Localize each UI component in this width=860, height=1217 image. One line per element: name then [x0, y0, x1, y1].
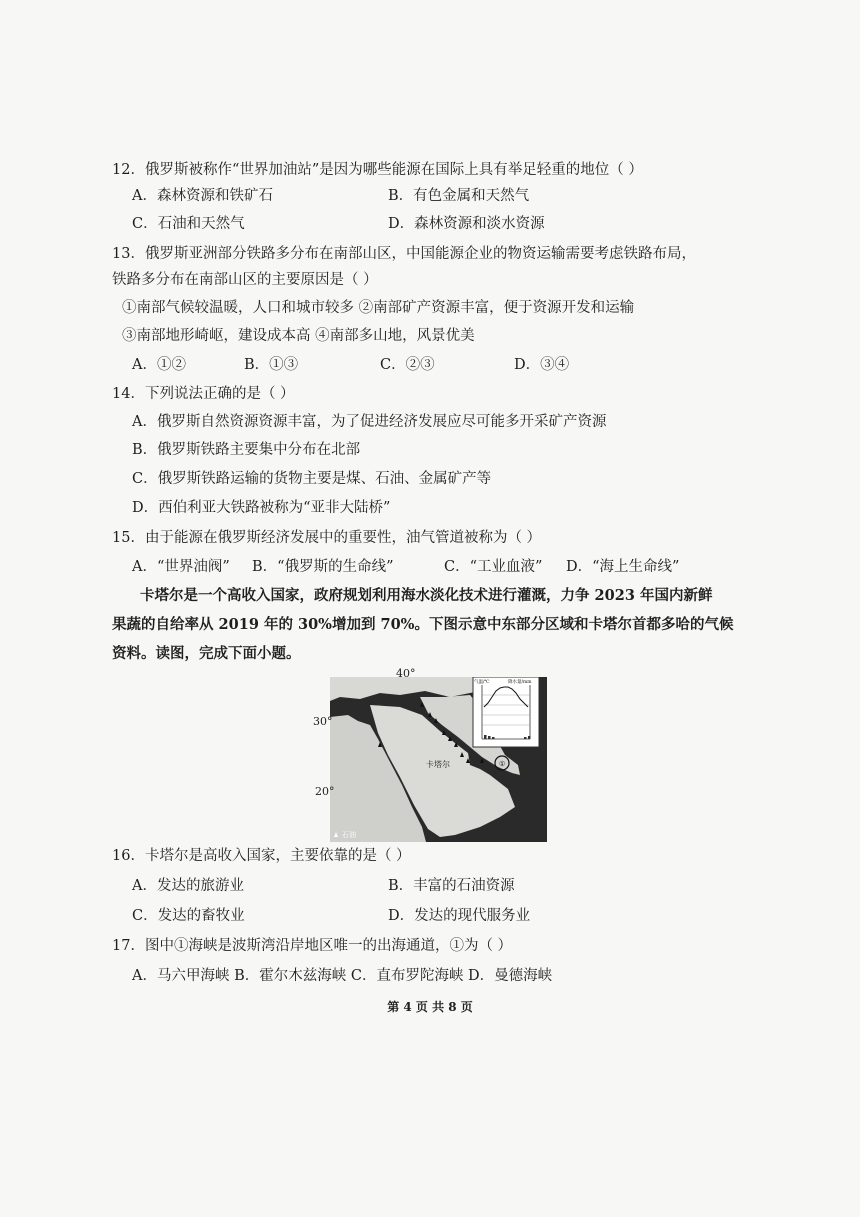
climate-temp-label: 气温/℃ — [474, 680, 490, 685]
q16-option-b: B．丰富的石油资源 — [388, 878, 515, 894]
q12-option-b: B．有色金属和天然气 — [388, 188, 530, 204]
q14-option-a: A．俄罗斯自然资源资源丰富，为了促进经济发展应尽可能多开采矿产资源 — [132, 414, 607, 430]
q13-option-b: B．①③ — [244, 357, 299, 373]
q13-option-a: A．①② — [132, 357, 186, 373]
passage-line3: 资料。读图，完成下面小题。 — [112, 645, 301, 662]
q17-options: A．马六甲海峡 B．霍尔木兹海峡 C．直布罗陀海峡 D．曼德海峡 — [132, 968, 553, 984]
q14-option-c: C．俄罗斯铁路运输的货物主要是煤、石油、金属矿产等 — [132, 471, 492, 487]
q14-option-d: D．西伯利亚大铁路被称为“亚非大陆桥” — [132, 500, 391, 516]
strait-marker: ① — [499, 760, 506, 768]
page-footer: 第 4 页 共 8 页 — [387, 1000, 473, 1014]
q15-stem: 15．由于能源在俄罗斯经济发展中的重要性，油气管道被称为（ ） — [112, 530, 542, 546]
q12-option-d: D．森林资源和淡水资源 — [388, 216, 545, 232]
q14-stem: 14．下列说法正确的是（ ） — [112, 386, 295, 402]
q15-option-d: D．“海上生命线” — [566, 559, 680, 575]
q13-statements-1: ①南部气候较温暖，人口和城市较多 ②南部矿产资源丰富，便于资源开发和运输 — [122, 300, 635, 316]
q13-stem-line2: 铁路多分布在南部山区的主要原因是（ ） — [112, 272, 378, 288]
q16-stem: 16．卡塔尔是高收入国家，主要依靠的是（ ） — [112, 848, 411, 864]
passage-line2: 果蔬的自给率从 2019 年的 30%增加到 70%。下图示意中东部分区域和卡塔尔首都多哈的气候 — [112, 616, 734, 633]
q13-option-d: D．③④ — [514, 357, 570, 373]
map-latitude-30-label: 30° — [313, 715, 333, 728]
q15-option-b: B．“俄罗斯的生命线” — [252, 559, 394, 575]
q16-option-c: C．发达的畜牧业 — [132, 908, 245, 924]
legend-oil-label: 石油 — [342, 831, 356, 839]
passage-line1: 卡塔尔是一个高收入国家，政府规划利用海水淡化技术进行灌溉，力争 2023 年国内新鲜 — [140, 587, 713, 604]
q17-stem: 17．图中①海峡是波斯湾沿岸地区唯一的出海通道，①为（ ） — [112, 938, 513, 954]
q16-option-a: A．发达的旅游业 — [132, 878, 244, 894]
q13-statements-2: ③南部地形崎岖，建设成本高 ④南部多山地，风景优美 — [122, 328, 475, 344]
q16-option-d: D．发达的现代服务业 — [388, 908, 531, 924]
map-latitude-20-label: 20° — [315, 785, 335, 798]
q12-option-a: A．森林资源和铁矿石 — [132, 188, 273, 204]
climate-precip-label: 降水量/mm — [508, 680, 532, 685]
qatar-label: 卡塔尔 — [426, 760, 450, 769]
q15-option-a: A．“世界油阀” — [132, 559, 230, 575]
q12-stem: 12．俄罗斯被称作“世界加油站”是因为哪些能源在国际上具有举足轻重的地位（ ） — [112, 162, 643, 178]
q13-option-c: C．②③ — [380, 357, 435, 373]
map-longitude-40-label: 40° — [396, 667, 416, 680]
middle-east-map — [330, 677, 547, 842]
q12-option-c: C．石油和天然气 — [132, 216, 245, 232]
q15-option-c: C．“工业血液” — [444, 559, 543, 575]
q13-stem-line1: 13．俄罗斯亚洲部分铁路多分布在南部山区，中国能源企业的物资运输需要考虑铁路布局， — [112, 246, 696, 262]
q14-option-b: B．俄罗斯铁路主要集中分布在北部 — [132, 442, 361, 458]
